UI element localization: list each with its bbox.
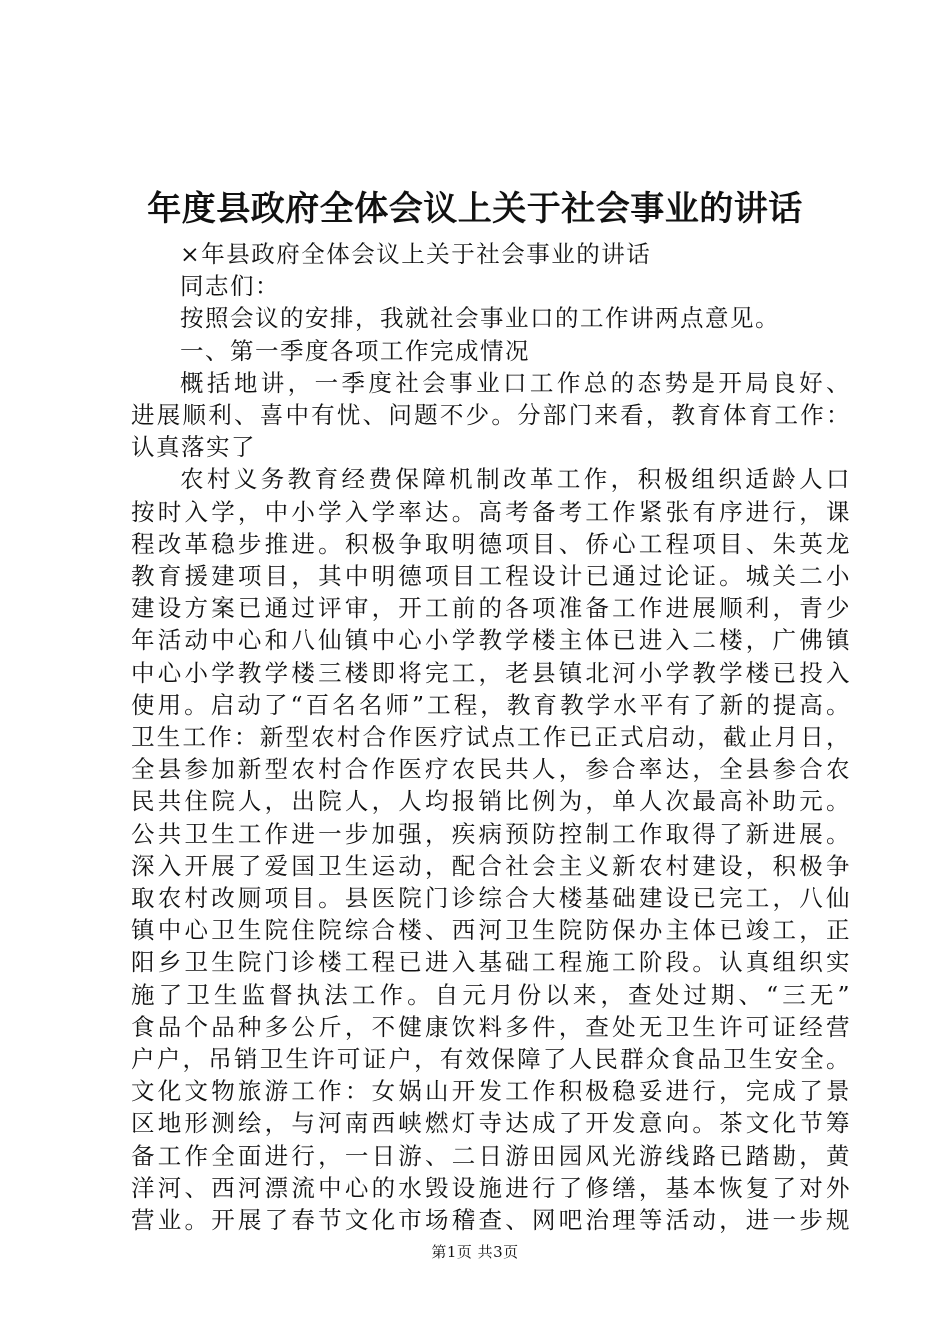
paragraph-line: 教育援建项目，其中明德项目工程设计已通过论证。城关二小 [131,562,851,591]
document-title: 年度县政府全体会议上关于社会事业的讲话 [147,189,803,229]
document-body [131,238,851,1236]
paragraph-line: 取农村改厕项目。县医院门诊综合大楼基础建设已完工，八仙 [131,884,851,913]
paragraph-line: 阳乡卫生院门诊楼工程已进入基础工程施工阶段。认真组织实 [131,948,851,977]
paragraph-line: 食品个品种多公斤，不健康饮料多件，查处无卫生许可证经营 [131,1012,851,1041]
paragraph-line: 使用。启动了“百名名师”工程，教育教学水平有了新的提高。 [131,690,851,719]
paragraph-line: 镇中心卫生院住院综合楼、西河卫生院防保办主体已竣工，正 [131,916,851,945]
paragraph-line: 文化文物旅游工作：女娲山开发工作积极稳妥进行，完成了景 [131,1077,851,1106]
paragraph-line: 程改革稳步推进。积极争取明德项目、侨心工程项目、朱英龙 [131,529,851,558]
paragraph-line: 年活动中心和八仙镇中心小学教学楼主体已进入二楼，广佛镇 [131,626,851,655]
paragraph-line: 营业。开展了春节文化市场稽查、网吧治理等活动，进一步规 [131,1206,851,1235]
paragraph-line: 深入开展了爱国卫生运动，配合社会主义新农村建设，积极争 [131,851,851,880]
page-footer: 第1页 共3页 [431,1243,519,1261]
paragraph-line: 洋河、西河漂流中心的水毁设施进行了修缮，基本恢复了对外 [131,1173,851,1202]
paragraph-line: 全县参加新型农村合作医疗农民共人，参合率达，全县参合农 [131,755,851,784]
paragraph-line: 备工作全面进行，一日游、二日游田园风光游线路已踏勘，黄 [131,1141,851,1170]
paragraph-line: 农村义务教育经费保障机制改革工作，积极组织适龄人口 [180,465,851,494]
paragraph-line: 中心小学教学楼三楼即将完工，老县镇北河小学教学楼已投入 [131,658,851,687]
subtitle-line: ×年县政府全体会议上关于社会事业的讲话 [180,240,652,268]
paragraph-line: 认真落实了 [131,433,256,462]
paragraph-line: 按照会议的安排，我就社会事业口的工作讲两点意见。 [180,304,780,333]
paragraph-line: 按时入学，中小学入学率达。高考备考工作紧张有序进行，课 [131,497,851,526]
paragraph-line: 概括地讲，一季度社会事业口工作总的态势是开局良好、 [180,368,851,397]
paragraph-line: 卫生工作：新型农村合作医疗试点工作已正式启动，截止月日， [131,723,851,752]
paragraph-line: 施了卫生监督执法工作。自元月份以来，查处过期、“三无” [131,980,851,1009]
paragraph-line: 民共住院人，出院人，人均报销比例为，单人次最高补助元。 [131,787,851,816]
paragraph-line: 公共卫生工作进一步加强，疾病预防控制工作取得了新进展。 [131,819,851,848]
paragraph-line: 建设方案已通过评审，开工前的各项准备工作进展顺利，青少 [131,594,851,623]
paragraph-line: 户户，吊销卫生许可证户，有效保障了人民群众食品卫生安全。 [131,1045,851,1074]
paragraph-line: 进展顺利、喜中有忧、问题不少。分部门来看，教育体育工作： [131,401,851,430]
salutation-line: 同志们： [180,272,280,301]
section-heading: 一、第一季度各项工作完成情况 [180,336,530,365]
paragraph-line: 区地形测绘，与河南西峡燃灯寺达成了开发意向。茶文化节筹 [131,1109,851,1138]
